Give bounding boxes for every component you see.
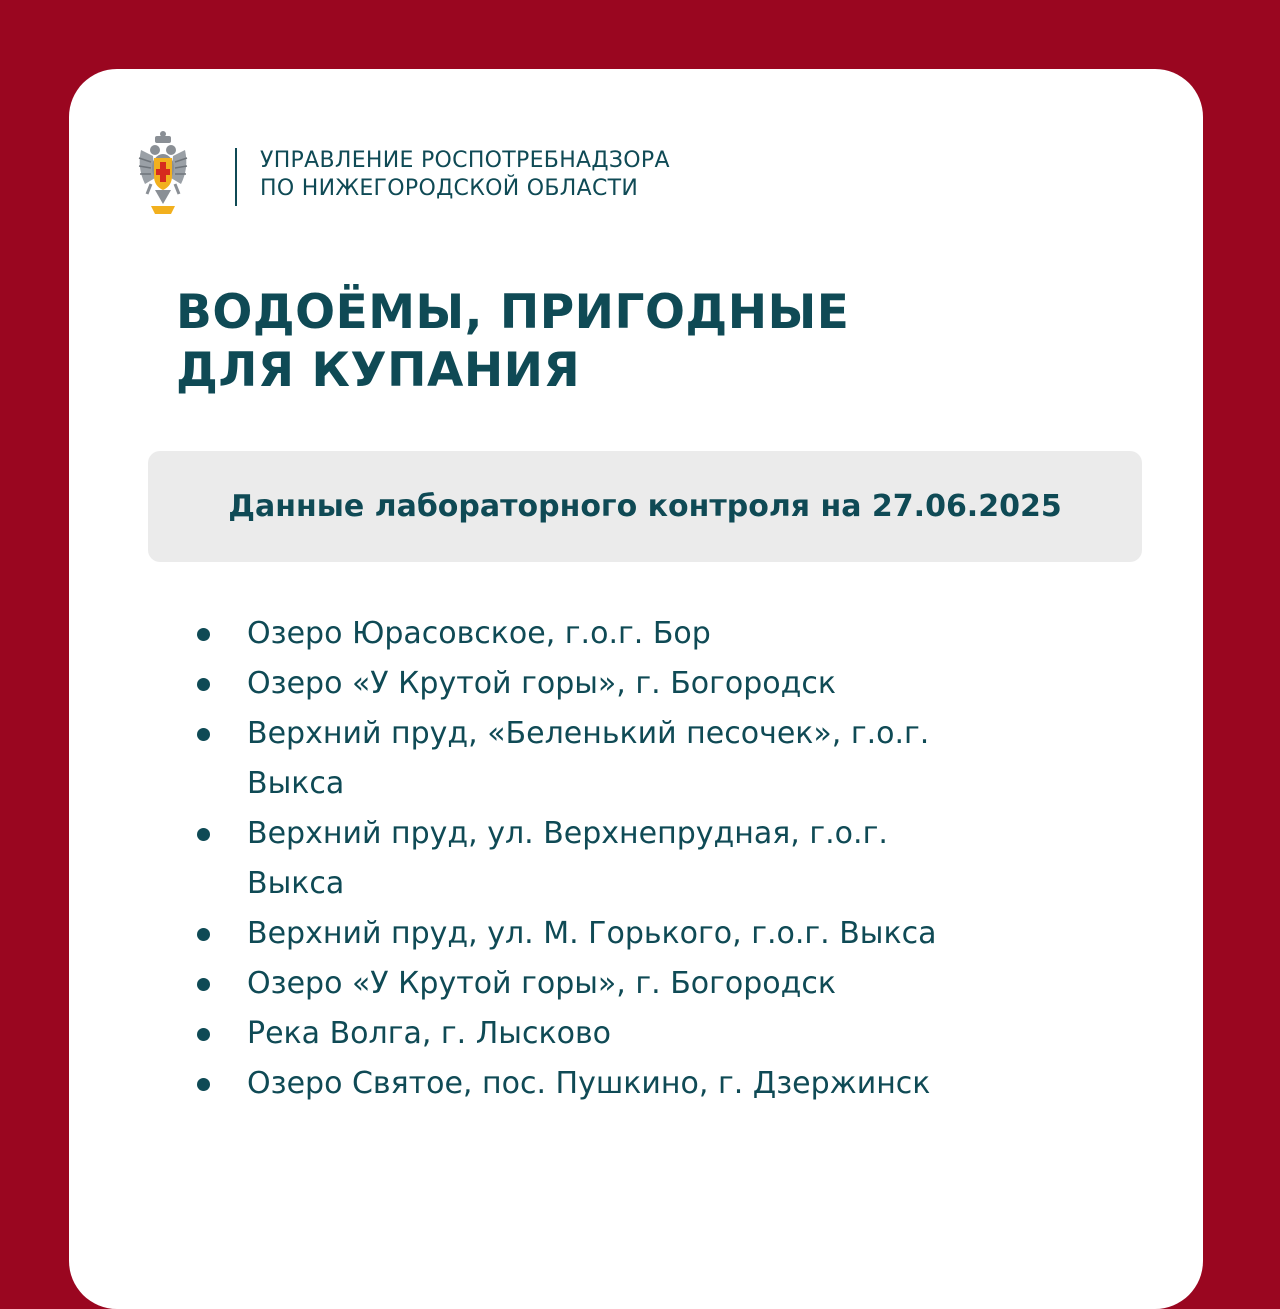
- coat-of-arms-icon: [137, 128, 189, 216]
- water-bodies-list: [195, 609, 1095, 1109]
- bullet-icon: [197, 628, 210, 641]
- title-line-1: ВОДОЁМЫ, ПРИГОДНЫЕ: [176, 285, 850, 340]
- bullet-icon: [197, 1078, 210, 1091]
- list-item-text: Озеро Юрасовское, г.о.г. Бор: [247, 616, 711, 651]
- page-title: [176, 284, 849, 400]
- bullet-icon: [197, 928, 210, 941]
- list-item: [195, 709, 1095, 809]
- bullet-icon: [197, 1028, 210, 1041]
- list-item-text-continued: Выкса: [247, 866, 345, 901]
- bullet-icon: [197, 978, 210, 991]
- list-item: [195, 1009, 1095, 1059]
- bullet-icon: [197, 728, 210, 741]
- list-item: [195, 809, 1095, 909]
- org-line-2: ПО НИЖЕГОРОДСКОЙ ОБЛАСТИ: [260, 176, 639, 201]
- list-item: [195, 909, 1095, 959]
- list-item-text: Верхний пруд, ул. М. Горького, г.о.г. Выкса: [247, 916, 937, 951]
- list-item: [195, 959, 1095, 1009]
- bullet-icon: [197, 678, 210, 691]
- list-item-text: Озеро «У Крутой горы», г. Богородск: [247, 966, 836, 1001]
- bullet-icon: [197, 828, 210, 841]
- list-item-text: Река Волга, г. Лысково: [247, 1016, 611, 1051]
- list-item-text: Верхний пруд, «Беленький песочек», г.о.г.: [247, 716, 930, 751]
- list-item-text: Озеро Святое, пос. Пушкино, г. Дзержинск: [247, 1066, 931, 1101]
- list-item: [195, 609, 1095, 659]
- title-line-2: ДЛЯ КУПАНИЯ: [176, 343, 581, 398]
- list-item: [195, 659, 1095, 709]
- organization-name: [260, 147, 670, 203]
- list-item: [195, 1059, 1095, 1109]
- lab-control-banner: [148, 451, 1142, 562]
- banner-text: Данные лабораторного контроля на 27.06.2025: [228, 489, 1062, 524]
- list-item-text: Верхний пруд, ул. Верхнепрудная, г.о.г.: [247, 816, 888, 851]
- list-item-text-continued: Выкса: [247, 766, 345, 801]
- list-item-text: Озеро «У Крутой горы», г. Богородск: [247, 666, 836, 701]
- org-line-1: УПРАВЛЕНИЕ РОСПОТРЕБНАДЗОРА: [260, 148, 670, 173]
- header-divider: [235, 148, 237, 206]
